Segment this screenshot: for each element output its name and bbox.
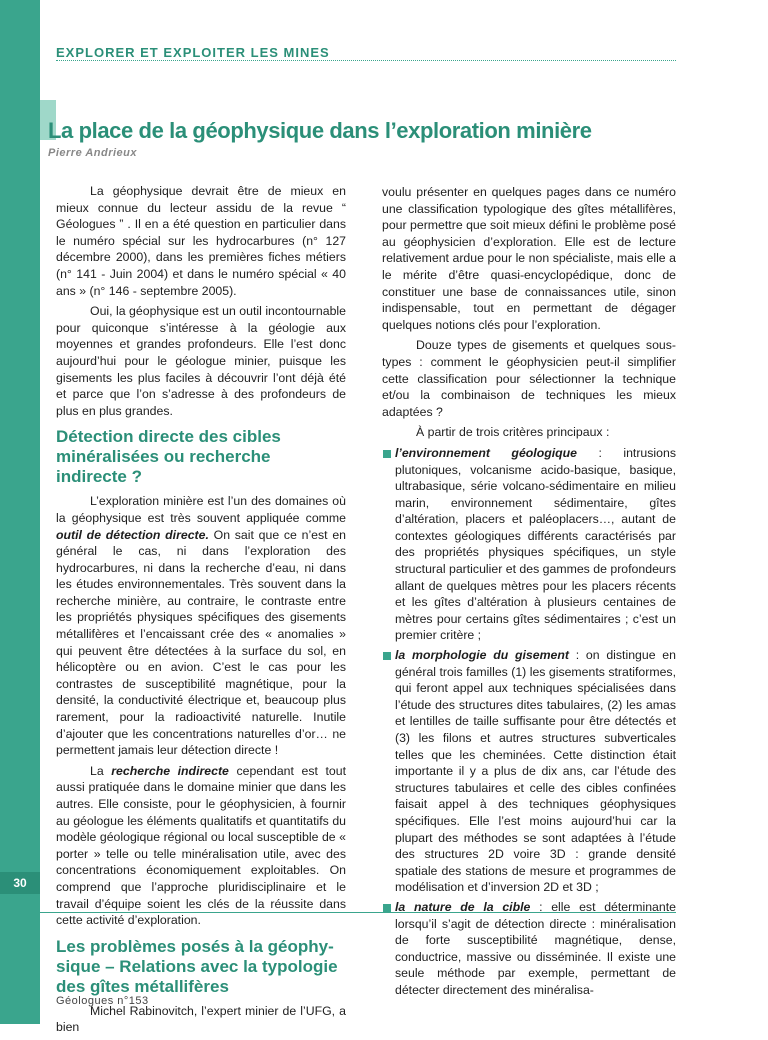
header-divider (56, 60, 676, 61)
criteria-list (382, 445, 676, 999)
paragraph: La recherche indirecte cependant est tout aussi pratiquée dans le domaine minier que dans les autres. Elle consiste, pour le géophysicien, à fournir au géologue les éléments qualitatifs et quantitatifs du modèle géologique régional ou local susceptible de « porter » telle ou telle minéralisation utile, avec des concentrations économiquement exploitables. On comprend que l’approche pluridisciplinaire et le travail d’équipe soient les clés de la réussite dans cette activité d’exploration. (56, 763, 346, 928)
paragraph: L’exploration minière est l’un des domaines où la géophysique est très souvent appliquée comme outil de détection directe. On sait que ce n’est en général le cas, ni dans l’exploration des hydrocarbures, ni dans la recherche d’eau, ni dans les études environnementales. Très souvent dans la recherche minière, au contraire, le contraste entre les propriétés physiques spécifiques des gisements métallifères et l’encaissant crée des « anomalies » qui peuvent être détectées à la surface du sol, en hélicoptère ou en avion. C’est le cas pour les contrastes de susceptibilité magnétique, pour la densité, la conductivité électrique et, beaucoup plus rarement, pour la radioactivité naturelle. Inutile d’ajouter que les concentrations naturelles d’or… ne permettent jamais leur détection directe ! (56, 494, 346, 758)
right-column (382, 184, 676, 1002)
left-color-bar (0, 0, 40, 1024)
article-author: Pierre Andrieux (48, 147, 138, 159)
paragraph: Douze types de gisements et quelques sous-types : comment le géophysicien peut-il simplifier cette classification pour sélectionner la technique et/ou la combinaison de techniques les mieux adaptées ? (382, 338, 676, 419)
section-rubric: EXPLORER ET EXPLOITER LES MINES (56, 45, 330, 60)
paragraph: À partir de trois critères principaux : (416, 425, 610, 440)
square-bullet-icon (383, 652, 391, 660)
article-title: La place de la géophysique dans l’exploration minière (48, 118, 592, 143)
journal-footer: Géologues n°153 (56, 995, 149, 1007)
paragraph: voulu présenter en quelques pages dans ce numéro une classification typologique des gîtes métallifères, pour permettre que soit mieux défini le problème posé au géophysicien d’exploration. Elle est de lecture relativement ardue pour le non spécialiste, mais elle a le mérite d’être quasi-encyclopédique, donc de constituer une base de connaissances utile, sinon indispensable, tout en permettant de dégager quelques notions clés pour l’exploration. (382, 185, 676, 332)
list-item: l’environnement géologique : intrusions plutoniques, volcanisme acido-basique, basique, ultrabasique, série volcano-sédimentaire en milieu marin, environnement sédimentaire, gîtes d’altération, placers et paléoplacers…, autant de contextes géologiques différents caractérisés par des propriétés physiques spécifiques, un style structural particulier et des gammes de profondeurs allant de quelques mètres pour les placers récents et les gîtes d’altération à plusieurs centaines de mètres pour certains gîtes sédimentaires ; c’est un premier critère ; (382, 445, 676, 644)
footer-divider (40, 912, 676, 913)
paragraph: Michel Rabinovitch, l’expert minier de l’UFG, a bien (56, 1003, 346, 1035)
section-heading: Détection directe des cibles minéralisées ou recherche indirecte ? (56, 427, 281, 487)
square-bullet-icon (383, 904, 391, 912)
section-heading: Les problèmes posés à la géophysique – Relations avec la typologie des gîtes métallifères (56, 936, 338, 996)
list-item: la morphologie du gisement : on distingue en général trois familles (1) les gisements stratiformes, qui feront appel aux techniques spécialisées dans l’étude des structures dites tabulaires, (2) les amas et lentilles de taille suffisante pour être détectés et (3) les filons et autres structures subverticales telles que les cheminées. Cette distinction était importante il y a plus de dix ans, car l’étude des structures tabulaires et celle des cibles confinées faisait appel à des techniques géophysiques spécifiques. Elle l’est moins aujourd’hui car la plupart des méthodes se sont adaptées à l’étude des structures 2D voire 3D : grande densité spatiale des stations de mesure et programmes de modélisation et d’inversion 2D et 3D ; (382, 647, 676, 896)
square-bullet-icon (383, 450, 391, 458)
list-item: la nature de la cible : elle est déterminante lorsqu’il s’agit de détection directe : minéralisation de forte susceptibilité magnétique, dense, conductrice, massive ou disséminée. Il existe une seule méthode par exemple, permettant de détecter directement des minéralisa- (382, 899, 676, 999)
page-number: 30 (0, 872, 40, 894)
paragraph: La géophysique devrait être de mieux en mieux connue du lecteur assidu de la revue “ Géologues ” . Il en a été question en particulier dans le numéro spécial sur les hydrocarbures (n° 127 décembre 2000), dans les premières fiches métiers (n° 141 - Juin 2004) et dans le numéro spécial « 40 ans » (n° 146 - septembre 2005). (56, 184, 346, 298)
paragraph: Oui, la géophysique est un outil incontournable pour quiconque s’intéresse à la géologie aux moyennes et grandes profondeurs. Elle l’est donc aujourd’hui pour le géologue minier, puisque les gisements les plus faciles à découvrir l’ont déjà été et parce que l’on s’adresse à des profondeurs de plus en plus grandes. (56, 304, 346, 418)
